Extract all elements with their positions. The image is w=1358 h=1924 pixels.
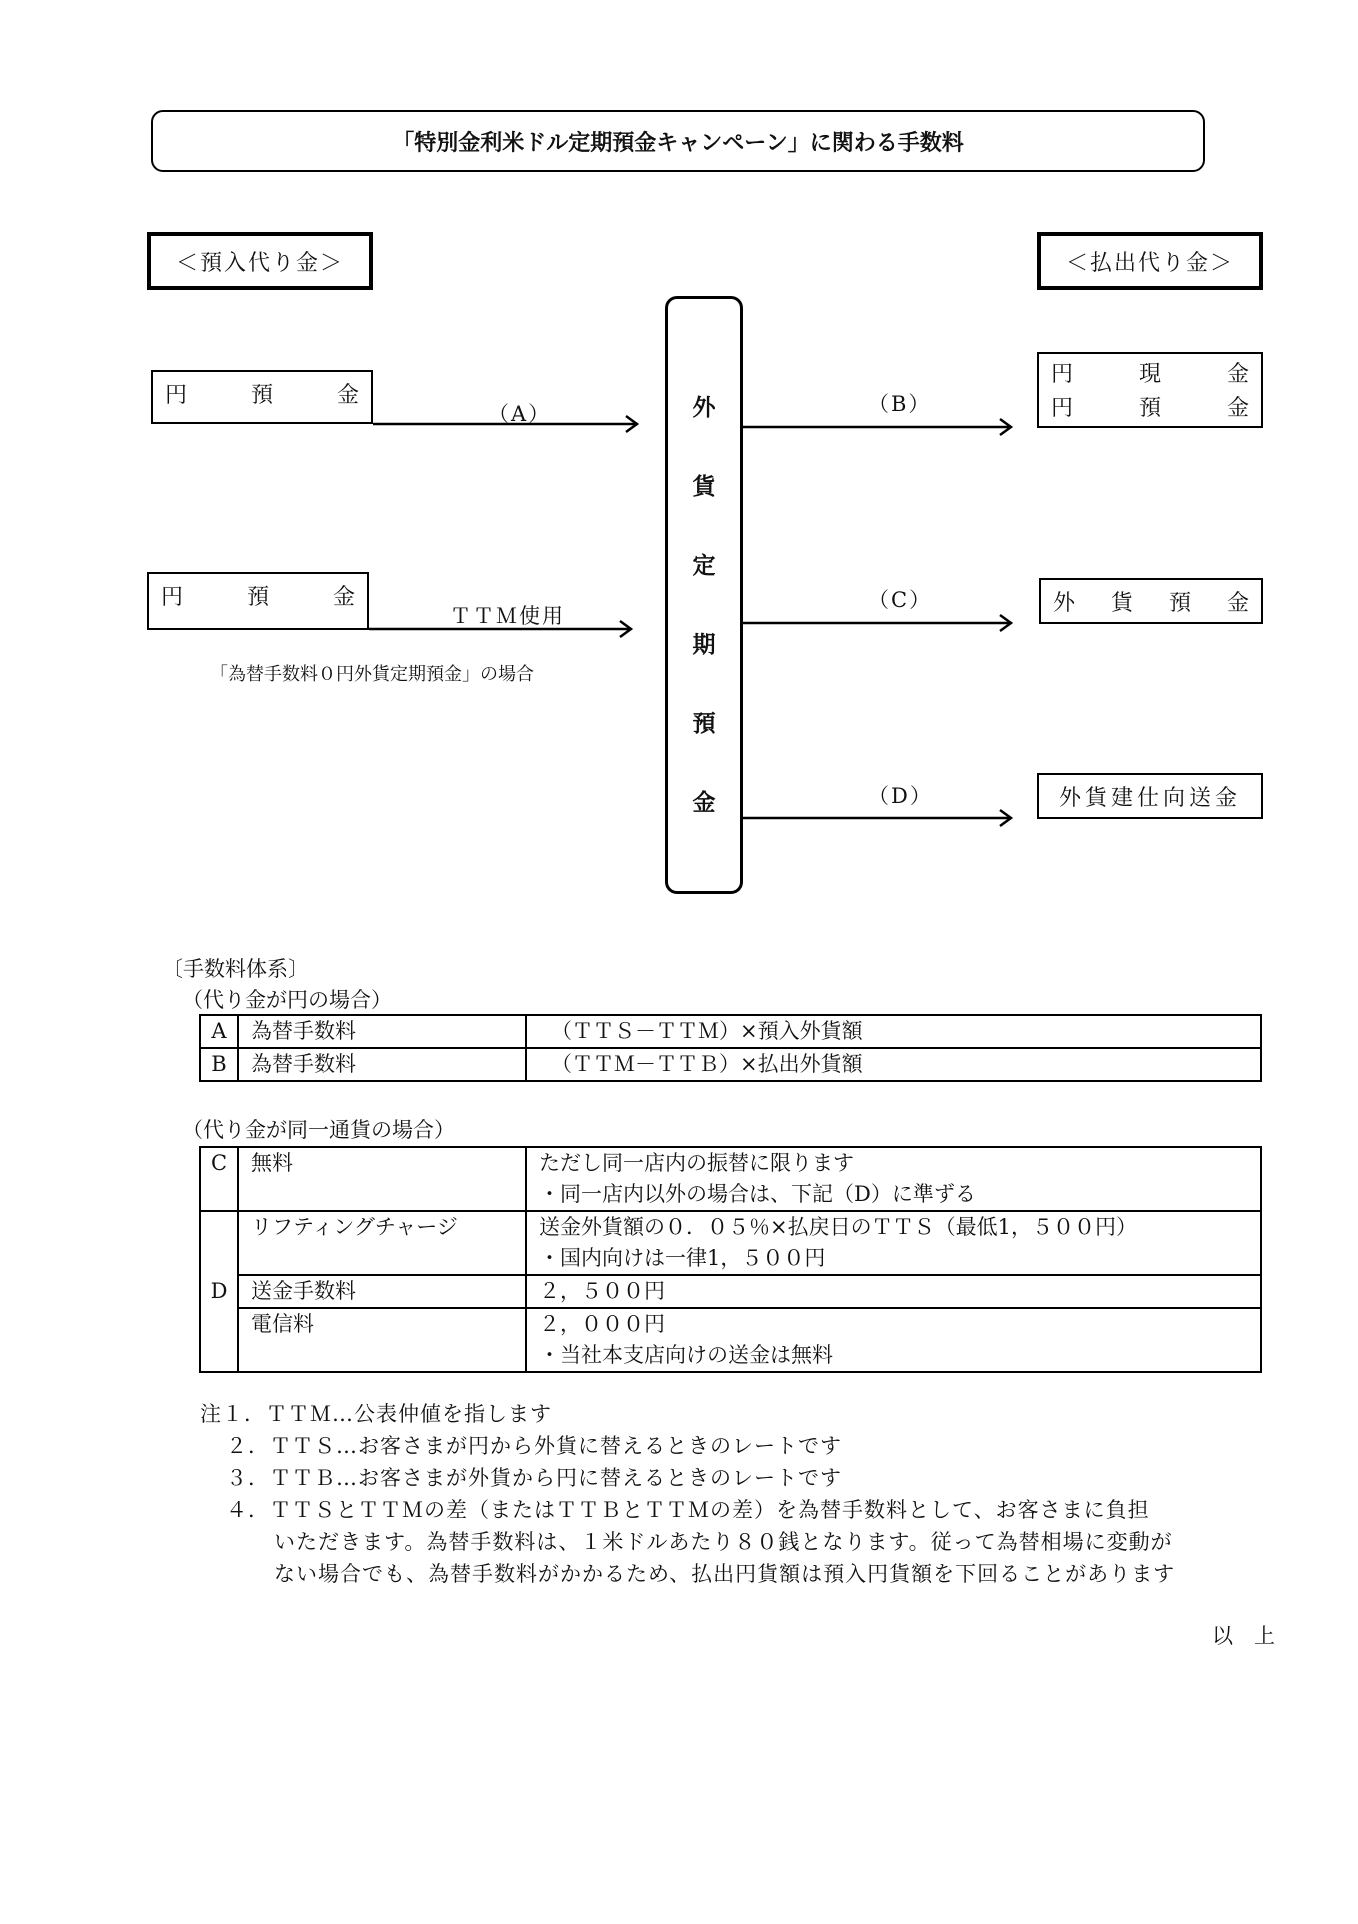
source-char: 金 <box>332 585 355 610</box>
note-4: ４．ＴＴＳとＴＴＭの差（またはＴＴＢとＴＴＭの差）を為替手数料として、お客さまに負担 <box>226 1498 1150 1522</box>
fee-code: D <box>200 1211 238 1372</box>
same-currency-fee-table <box>199 1146 1262 1373</box>
dest-char: 円 <box>1051 396 1074 421</box>
center-char: 貨 <box>692 474 716 500</box>
fee-detail-line: ただし同一店内の振替に限ります <box>539 1151 854 1175</box>
fee-system-heading: 〔手数料体系〕 <box>162 957 309 981</box>
table-row <box>200 1275 1261 1308</box>
fee-detail-line: ・当社本支店向けの送金は無料 <box>539 1343 833 1367</box>
fee-name: 為替手数料 <box>238 1015 526 1048</box>
dest-yen-cash-deposit <box>1037 352 1263 428</box>
dest-char: 現 <box>1138 362 1161 387</box>
closing-mark: 以 上 <box>1212 1624 1275 1648</box>
arrow-a-label: （A） <box>488 402 552 426</box>
dest-char: 預 <box>1168 590 1191 616</box>
source-char: 預 <box>246 585 269 610</box>
fee-detail-line: 送金外貨額の０．０５％×払戻日のＴＴＳ（最低1，５００円） <box>539 1215 1137 1239</box>
fee-code: A <box>200 1015 238 1048</box>
dest-char: 外 <box>1053 590 1076 616</box>
withdraw-header: ＜払出代り金＞ <box>1037 232 1263 290</box>
center-char: 期 <box>692 632 716 658</box>
fee-code: C <box>200 1147 238 1211</box>
note-4-cont: いただきます。為替手数料は、１米ドルあたり８０銭となります。従って為替相場に変動が <box>274 1530 1173 1554</box>
fee-code: B <box>200 1048 238 1081</box>
source-char: 預 <box>250 383 273 408</box>
same-currency-heading: （代り金が同一通貨の場合） <box>182 1118 455 1142</box>
fee-name: 送金手数料 <box>238 1275 526 1308</box>
yen-case-heading: （代り金が円の場合） <box>182 988 392 1012</box>
fee-name: リフティングチャージ <box>238 1211 526 1275</box>
dest-line-deposit <box>1039 392 1261 426</box>
fee-detail-line: ・同一店内以外の場合は、下記（D）に準ずる <box>539 1182 976 1206</box>
fee-name: 無料 <box>238 1147 526 1211</box>
note-2: ２．ＴＴＳ…お客さまが円から外貨に替えるときのレートです <box>226 1434 842 1458</box>
document-title: 「特別金利米ドル定期預金キャンペーン」に関わる手数料 <box>151 110 1205 172</box>
fee-detail <box>526 1147 1261 1211</box>
fee-detail-line: ・国内向けは一律1，５００円 <box>539 1246 826 1270</box>
table-row <box>200 1147 1261 1211</box>
dest-char: 貨 <box>1110 590 1133 616</box>
dest-line-cash <box>1039 358 1261 392</box>
arrow-ttm-label: ＴＴＭ使用 <box>450 604 565 628</box>
arrow-b-label: （B） <box>868 392 932 416</box>
center-char: 金 <box>692 790 716 816</box>
fee-detail <box>526 1211 1261 1275</box>
table-row <box>200 1015 1261 1048</box>
fee-detail <box>526 1308 1261 1372</box>
arrow-c-label: （C） <box>868 588 933 612</box>
center-char: 外 <box>692 395 716 421</box>
dest-char: 金 <box>1226 590 1249 616</box>
dest-char: 預 <box>1138 396 1161 421</box>
dest-char: 金 <box>1226 396 1249 421</box>
yen-fee-table <box>199 1014 1262 1082</box>
table-row <box>200 1308 1261 1372</box>
note-1: 注１．ＴＴＭ…公表仲値を指します <box>200 1402 552 1426</box>
note-3: ３．ＴＴＢ…お客さまが外貨から円に替えるときのレートです <box>226 1466 842 1490</box>
arrow-d-label: （D） <box>868 784 933 808</box>
source-char: 円 <box>165 383 188 408</box>
table-row <box>200 1048 1261 1081</box>
notes-block <box>200 1398 1175 1590</box>
source-char: 円 <box>161 585 184 610</box>
fee-detail-line: ２，５００円 <box>539 1279 665 1303</box>
deposit-header: ＜預入代り金＞ <box>147 232 373 290</box>
fee-detail-line: ２，０００円 <box>539 1312 665 1336</box>
table-row <box>200 1211 1261 1275</box>
dest-foreign-remittance: 外貨建仕向送金 <box>1037 773 1263 819</box>
note-4-cont: ない場合でも、為替手数料がかかるため、払出円貨額は預入円貨額を下回ることがあります <box>274 1562 1176 1586</box>
dest-char: 金 <box>1226 362 1249 387</box>
center-char: 定 <box>692 553 716 579</box>
ttm-note: 「為替手数料０円外貨定期預金」の場合 <box>210 664 534 685</box>
dest-foreign-deposit <box>1039 578 1263 624</box>
fee-name: 為替手数料 <box>238 1048 526 1081</box>
fee-detail <box>526 1275 1261 1308</box>
fee-name: 電信料 <box>238 1308 526 1372</box>
source-char: 金 <box>336 383 359 408</box>
fee-detail: （ＴＴＳ－ＴＴＭ）×預入外貨額 <box>526 1015 1261 1048</box>
fee-detail: （ＴＴＭ－ＴＴＢ）×払出外貨額 <box>526 1048 1261 1081</box>
center-char: 預 <box>692 711 716 737</box>
dest-char: 円 <box>1051 362 1074 387</box>
